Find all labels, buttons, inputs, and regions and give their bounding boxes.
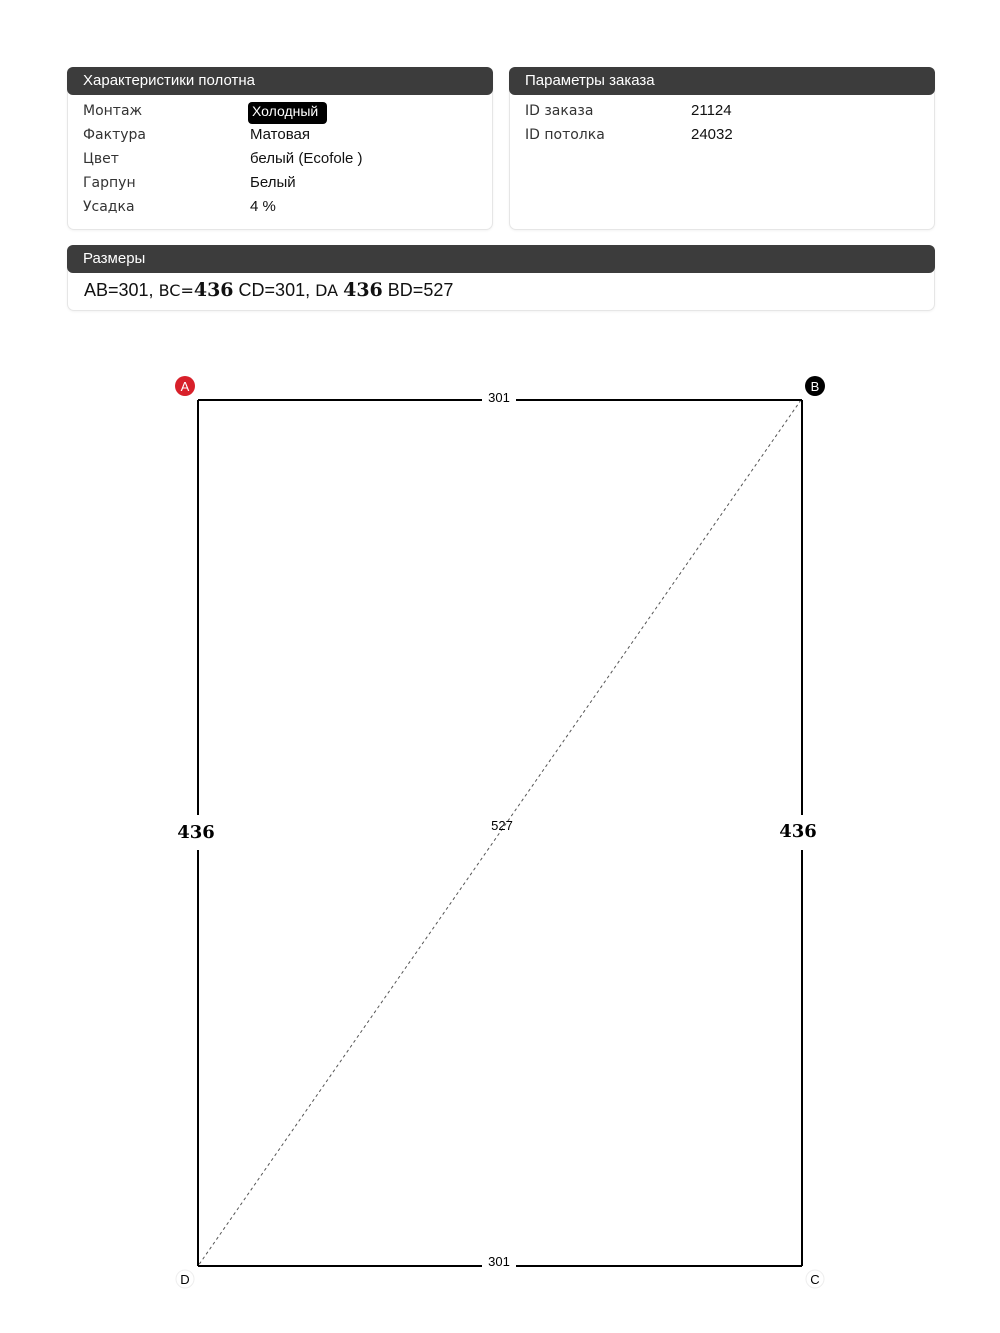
shrinkage-label: Усадка: [83, 199, 135, 215]
harpoon-value: Белый: [250, 174, 296, 191]
edge-da-length: 436: [177, 822, 215, 843]
vertex-b-label: B: [810, 379, 820, 394]
color-value: белый (Ecofole ): [250, 150, 363, 167]
vertex-a-label: A: [180, 379, 190, 394]
edge-ab-length: 301: [488, 390, 510, 405]
size-da-value: 436: [343, 279, 383, 301]
shrinkage-value: 4 %: [250, 198, 276, 215]
size-bd: BD=527: [387, 280, 454, 300]
vertex-d-label: D: [180, 1272, 190, 1287]
order-parameters-title: Параметры заказа: [509, 67, 935, 95]
size-bc-value: 436: [193, 279, 234, 301]
vertex-d: [176, 1270, 194, 1288]
size-ab: AB=301,: [84, 280, 154, 300]
size-cd: CD=301,: [238, 280, 311, 300]
color-label: Цвет: [83, 151, 119, 167]
size-da-label: DA: [315, 281, 339, 300]
edge-cd-length: 301: [488, 1254, 510, 1269]
vertex-c-label: C: [810, 1272, 820, 1287]
canvas-characteristics-title: Характеристики полотна: [67, 67, 493, 95]
texture-label: Фактура: [83, 127, 146, 143]
harpoon-label: Гарпун: [83, 175, 136, 191]
diagonal-bd-length: 527: [491, 818, 513, 833]
vertex-a: [175, 376, 195, 396]
edge-bc-length: 436: [779, 821, 817, 842]
mount-value-badge: Холодный: [248, 102, 327, 124]
diagonal-bd: [198, 400, 801, 1266]
sizes-title: Размеры: [67, 245, 935, 273]
vertex-b: [805, 376, 825, 396]
ceiling-id-value: 24032: [691, 126, 733, 143]
vertex-c: [806, 1270, 824, 1288]
order-id-value: 21124: [691, 102, 732, 119]
mount-label: Монтаж: [83, 103, 143, 119]
texture-value: Матовая: [250, 126, 310, 143]
order-id-label: ID заказа: [525, 103, 594, 119]
ceiling-id-label: ID потолка: [525, 127, 605, 143]
size-bc-label: BC=: [158, 281, 194, 300]
